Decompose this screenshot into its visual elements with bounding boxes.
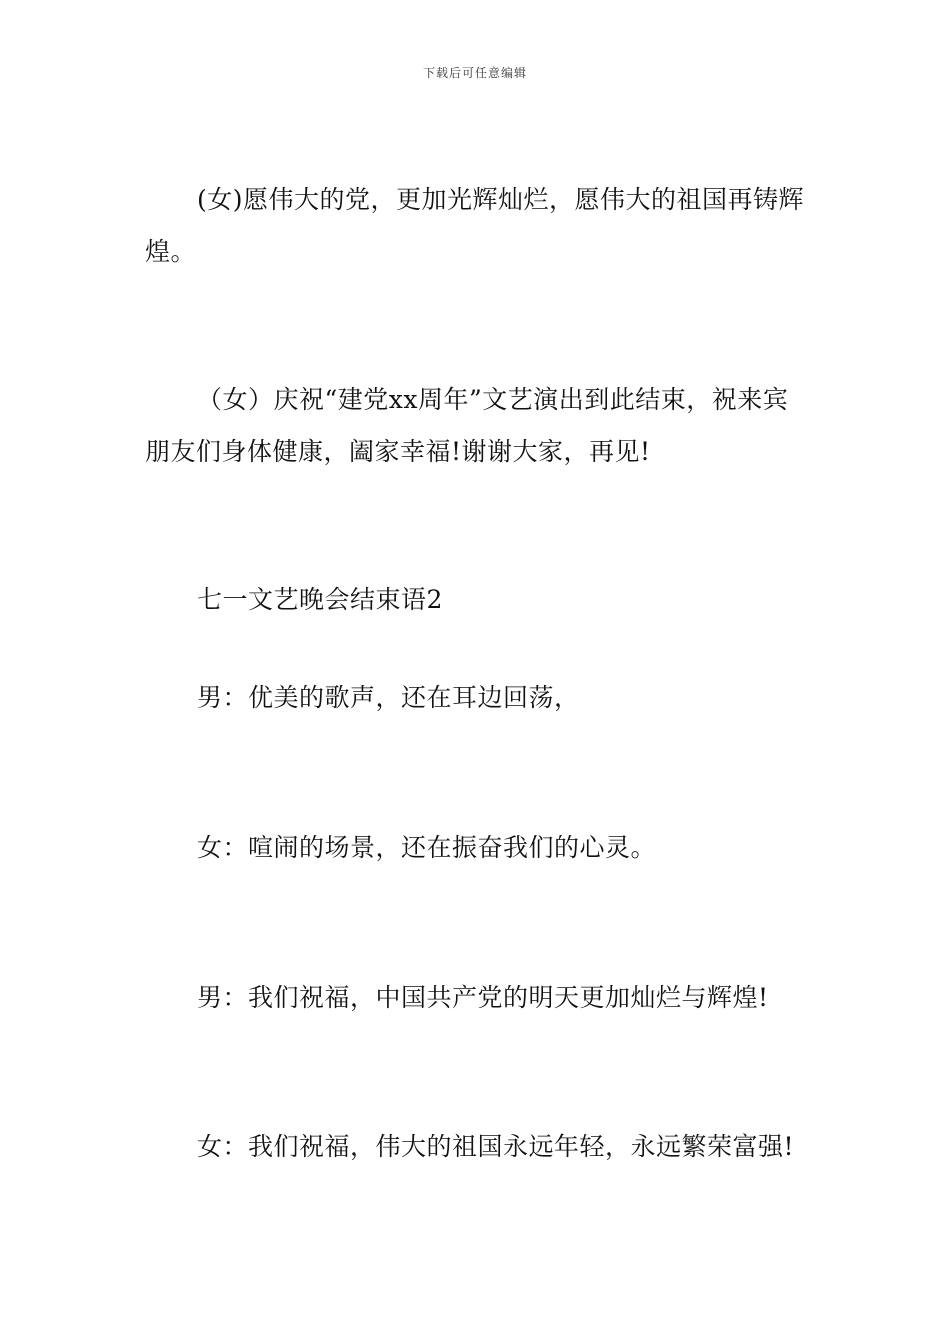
paragraph-male-line-1: 男：优美的歌声，还在耳边回荡， — [197, 683, 580, 712]
section-title: 七一文艺晚会结束语2 — [197, 585, 443, 614]
paragraph-female-line-2: 女：我们祝福，伟大的祖国永远年轻，永远繁荣富强! — [197, 1132, 795, 1161]
paragraph-event-end: （女）庆祝“建党xx周年”文艺演出到此结束，祝来宾朋友们身体健康，阖家幸福!谢谢大家，再见! — [145, 385, 789, 466]
paragraph-closing-wish: (女)愿伟大的党，更加光辉灿烂，愿伟大的祖国再铸辉煌。 — [145, 185, 805, 266]
page-header-note: 下载后可任意编辑 — [422, 66, 527, 80]
paragraph-male-line-2: 男：我们祝福，中国共产党的明天更加灿烂与辉煌! — [197, 983, 769, 1012]
paragraph-female-line-1: 女：喧闹的场景，还在振奋我们的心灵。 — [197, 833, 657, 862]
